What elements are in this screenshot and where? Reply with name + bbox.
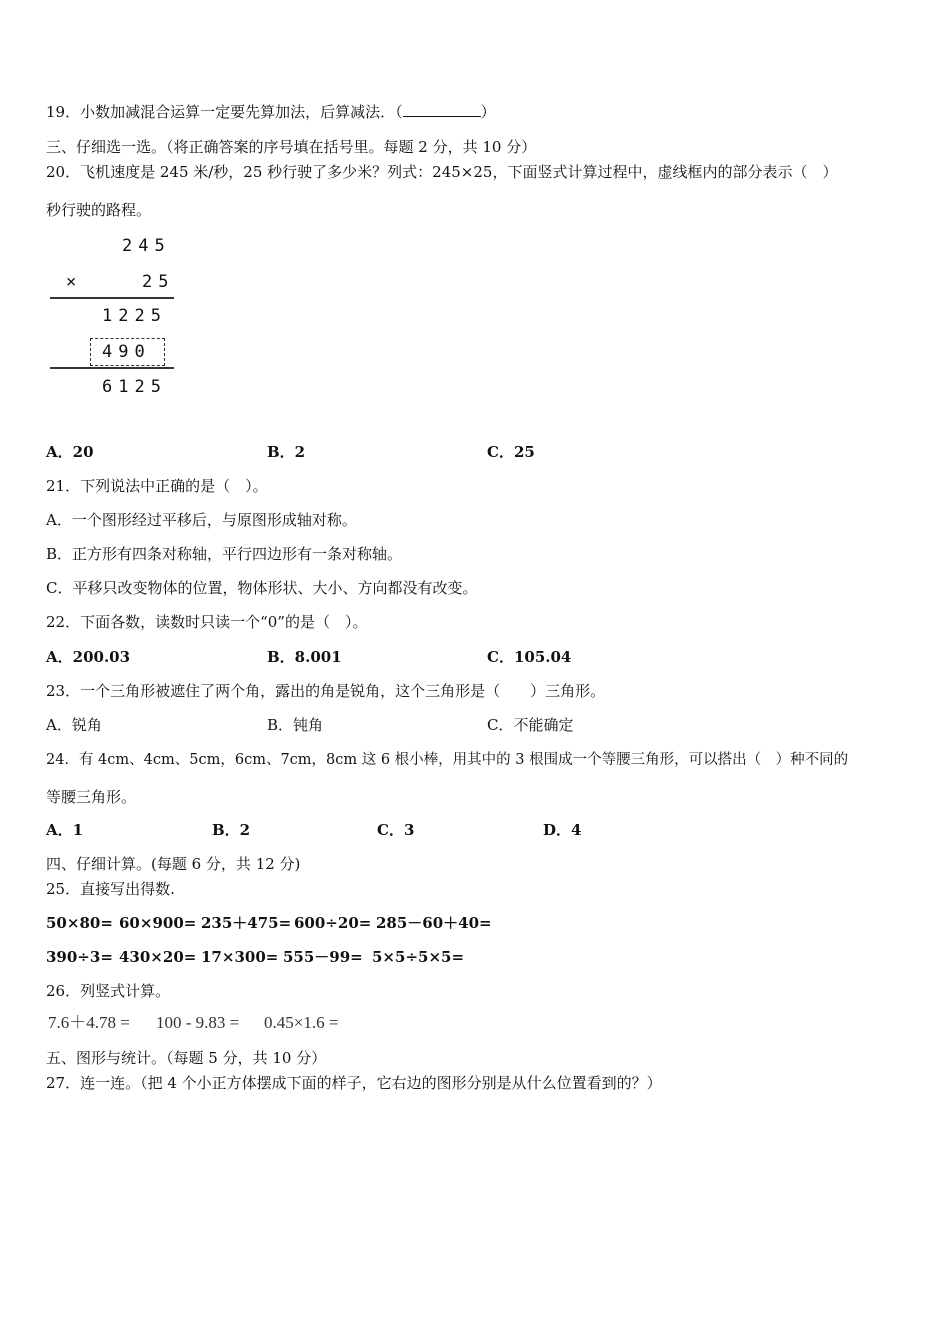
q22-option-c[interactable]: C．105.04: [487, 648, 572, 666]
calc-item: 285－60＋40=: [376, 914, 492, 932]
question-22-text: 22．下面各数，读数时只读一个“0”的是（ ）。: [46, 613, 368, 631]
question-26-text: 26．列竖式计算。: [46, 982, 171, 1000]
calc-item: 390÷3=: [46, 948, 113, 966]
calc-item: 555－99=: [283, 948, 363, 966]
q20-option-a[interactable]: A．20: [46, 443, 94, 461]
q24-option-c[interactable]: C．3: [377, 821, 415, 839]
q21-option-c[interactable]: C．平移只改变物体的位置，物体形状、大小、方向都没有改变。: [46, 579, 478, 597]
q20-option-c[interactable]: C．25: [487, 443, 535, 461]
calc-item: 235＋475=: [201, 914, 292, 932]
calc-item: 430×20=: [119, 948, 197, 966]
q21-option-b[interactable]: B．正方形有四条对称轴，平行四边形有一条对称轴。: [46, 545, 403, 563]
calc-item: 50×80=: [46, 914, 113, 932]
question-23-text: 23．一个三角形被遮住了两个角，露出的角是锐角，这个三角形是（ ）三角形。: [46, 682, 606, 700]
q23-option-c[interactable]: C．不能确定: [487, 716, 574, 734]
question-24-text-cont: 等腰三角形。: [46, 788, 137, 806]
vertical-calc-expr: 100 - 9.83 =: [156, 1013, 240, 1032]
question-27-text: 27．连一连。（把 4 个小正方体摆成下面的样子，它右边的图形分别是从什么位置看到的？）: [46, 1074, 662, 1092]
q19-close: ）: [480, 103, 496, 121]
question-25-text: 25．直接写出得数.: [46, 880, 175, 898]
q24-option-d[interactable]: D．4: [543, 821, 582, 839]
q23-option-b[interactable]: B．钝角: [267, 716, 324, 734]
section-4-title: 四、仔细计算。(每题 6 分，共 12 分): [46, 855, 301, 873]
q24-option-a[interactable]: A．1: [46, 821, 84, 839]
question-24-text: 24．有 4cm、4cm、5cm，6cm、7cm，8cm 这 6 根小棒，用其中的 3 根围成一个等腰三角形，可以搭出（ ）种不同的: [46, 752, 849, 768]
partial-product-1: 1225: [102, 306, 167, 326]
divider-line: [50, 367, 174, 369]
product-result: 6125: [102, 377, 167, 397]
multiply-sign: ×: [66, 272, 83, 292]
divider-line: [50, 297, 174, 299]
question-19: [46, 102, 496, 122]
calc-item: 5×5÷5×5=: [372, 948, 465, 966]
calc-item: 600÷20=: [294, 914, 372, 932]
question-20-text: 20．飞机速度是 245 米/秒，25 秒行驶了多少米？列式：245×25，下面竖式计算过程中，虚线框内的部分表示（ ）: [46, 163, 838, 181]
multiplier: 25: [142, 272, 175, 292]
q19-text: 19．小数加减混合运算一定要先算加法，后算减法．（: [46, 103, 403, 121]
calc-item: 17×300=: [201, 948, 279, 966]
vertical-calc-expr: 7.6＋4.78 =: [48, 1013, 130, 1032]
q21-option-a[interactable]: A．一个图形经过平移后，与原图形成轴对称。: [46, 511, 357, 529]
vertical-multiplication: [50, 232, 180, 402]
multiplicand: 245: [122, 236, 171, 256]
partial-product-2: 490: [102, 342, 151, 362]
section-5-title: 五、图形与统计。（每题 5 分，共 10 分）: [46, 1049, 327, 1067]
q22-option-b[interactable]: B．8.001: [267, 648, 342, 666]
calc-item: 60×900=: [119, 914, 197, 932]
q23-option-a[interactable]: A．锐角: [46, 716, 102, 734]
question-21-text: 21．下列说法中正确的是（ ）。: [46, 477, 268, 495]
q22-option-a[interactable]: A．200.03: [46, 648, 131, 666]
section-3-title: 三、仔细选一选。（将正确答案的序号填在括号里。每题 2 分，共 10 分）: [46, 138, 537, 156]
answer-blank[interactable]: [403, 102, 481, 117]
q20-option-b[interactable]: B．2: [267, 443, 306, 461]
vertical-calc-expr: 0.45×1.6 =: [264, 1013, 339, 1032]
q24-option-b[interactable]: B．2: [212, 821, 251, 839]
question-20-text-cont: 秒行驶的路程。: [46, 201, 152, 219]
